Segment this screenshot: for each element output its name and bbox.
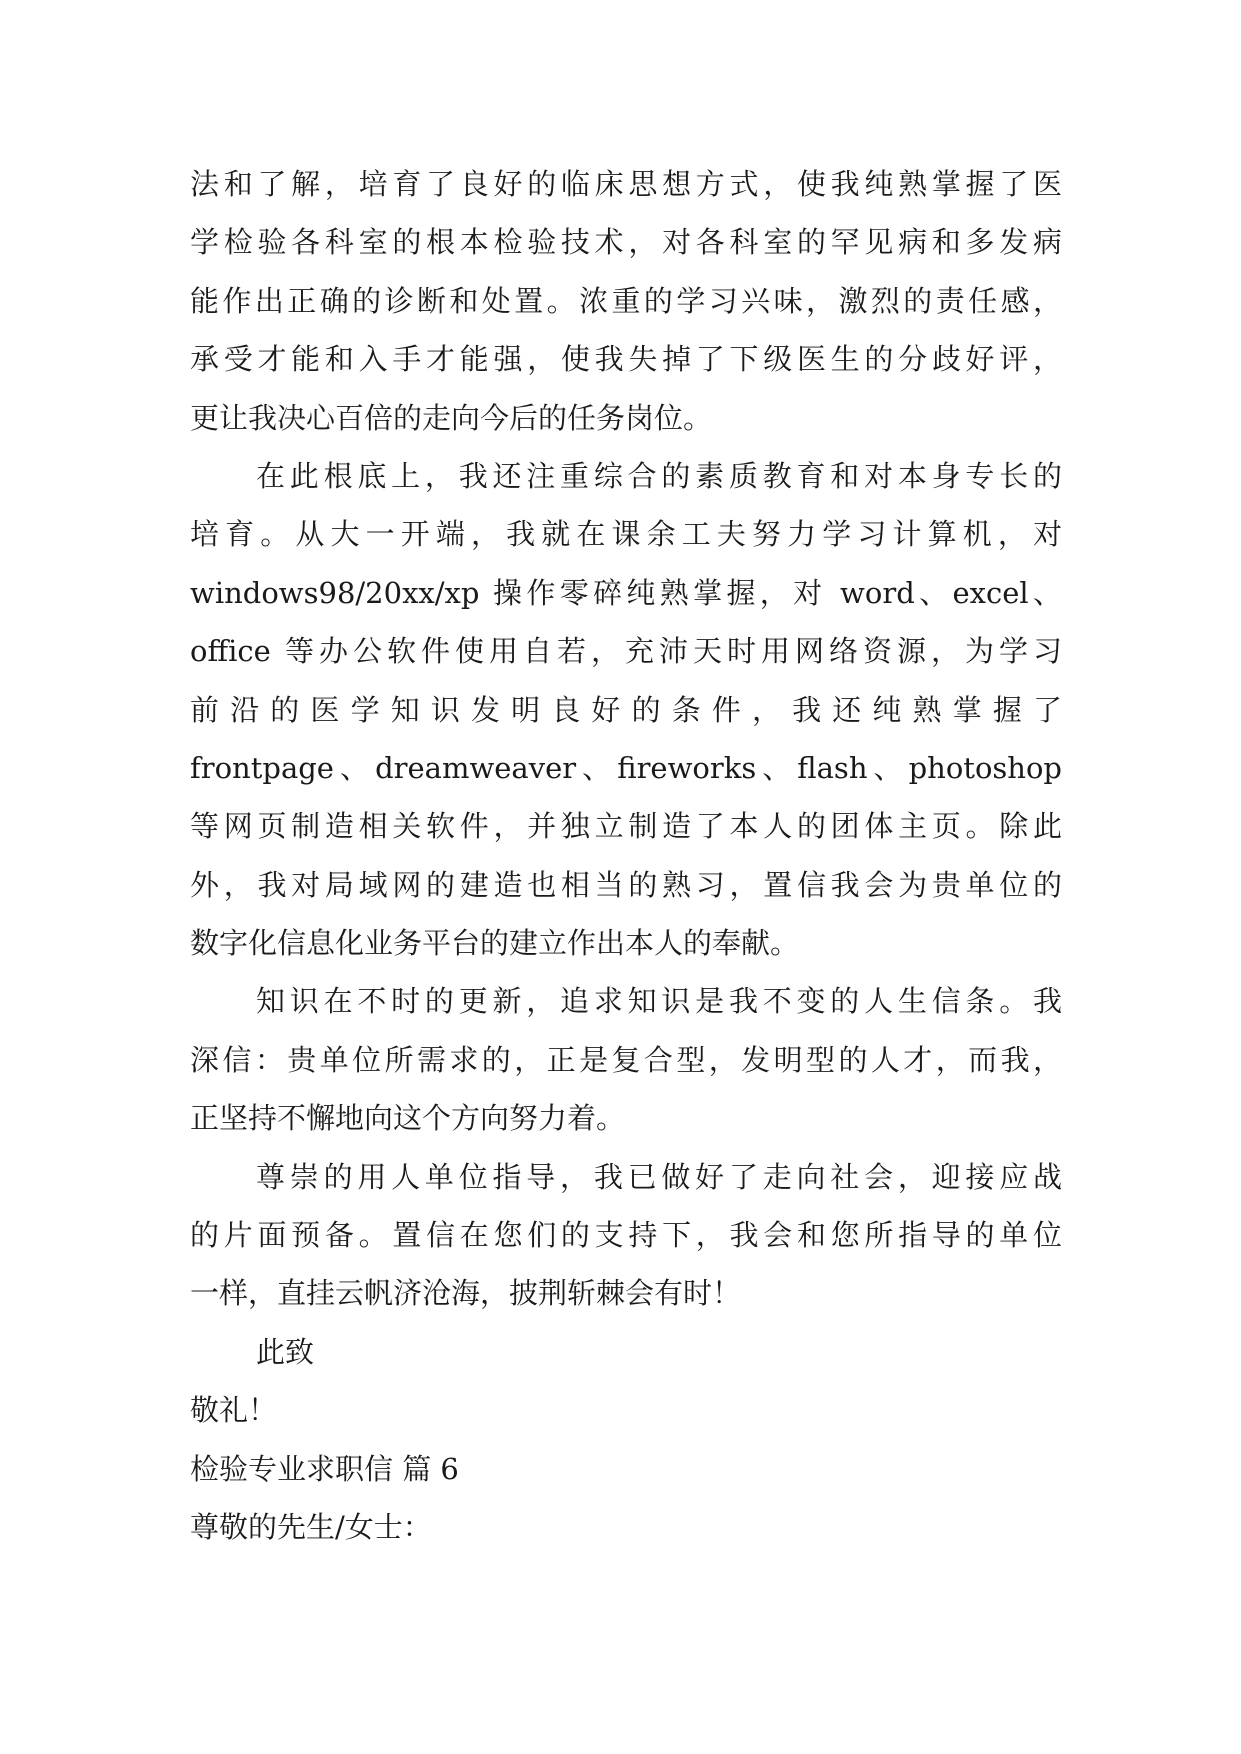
text-line: 知识在不时的更新，追求知识是我不变的人生信条。我	[256, 984, 1062, 1019]
text-line: 等网页制造相关软件，并独立制造了本人的团体主页。除此	[190, 809, 1062, 844]
text-line: 法和了解，培育了良好的临床思想方式，使我纯熟掌握了医	[190, 167, 1062, 201]
text-line: 前沿的医学知识发明良好的条件，我还纯熟掌握了	[190, 692, 1062, 727]
text-line: office 等办公软件使用自若，充沛天时用网络资源，为学习	[190, 634, 1062, 669]
text-line: 一样，直挂云帆济沧海，披荆斩棘会有时！	[190, 1276, 742, 1311]
text-line: 更让我决心百倍的走向今后的任务岗位。	[190, 400, 713, 435]
text-line: 学检验各科室的根本检验技术，对各科室的罕见病和多发病	[190, 225, 1062, 260]
text-line: 此致	[256, 1334, 315, 1369]
text-line: 承受才能和入手才能强，使我失掉了下级医生的分歧好评，	[190, 342, 1062, 377]
text-line: windows98/20xx/xp 操作零碎纯熟掌握，对 word、excel、	[190, 575, 1062, 610]
text-line: 深信：贵单位所需求的，正是复合型，发明型的人才，而我，	[190, 1042, 1062, 1077]
text-line: 敬礼！	[190, 1393, 278, 1428]
text-line: 尊敬的先生/女士：	[190, 1509, 432, 1544]
text-line: 检验专业求职信 篇 6	[190, 1451, 459, 1486]
text-line: 正坚持不懈地向这个方向努力着。	[190, 1101, 626, 1136]
text-line: 在此根底上，我还注重综合的素质教育和对本身专长的	[256, 458, 1062, 493]
letter-body	[190, 155, 1062, 1556]
text-line: frontpage、dreamweaver、fireworks、flash、photoshop	[190, 750, 1062, 785]
text-line: 能作出正确的诊断和处置。浓重的学习兴味，激烈的责任感，	[190, 283, 1062, 318]
text-line: 外，我对局域网的建造也相当的熟习，置信我会为贵单位的	[190, 867, 1062, 902]
text-line: 的片面预备。置信在您们的支持下，我会和您所指导的单位	[190, 1218, 1062, 1253]
text-line: 数字化信息化业务平台的建立作出本人的奉献。	[190, 926, 800, 961]
text-line: 尊崇的用人单位指导，我已做好了走向社会，迎接应战	[256, 1159, 1062, 1194]
text-line: 培育。从大一开端，我就在课余工夫努力学习计算机，对	[190, 517, 1062, 552]
